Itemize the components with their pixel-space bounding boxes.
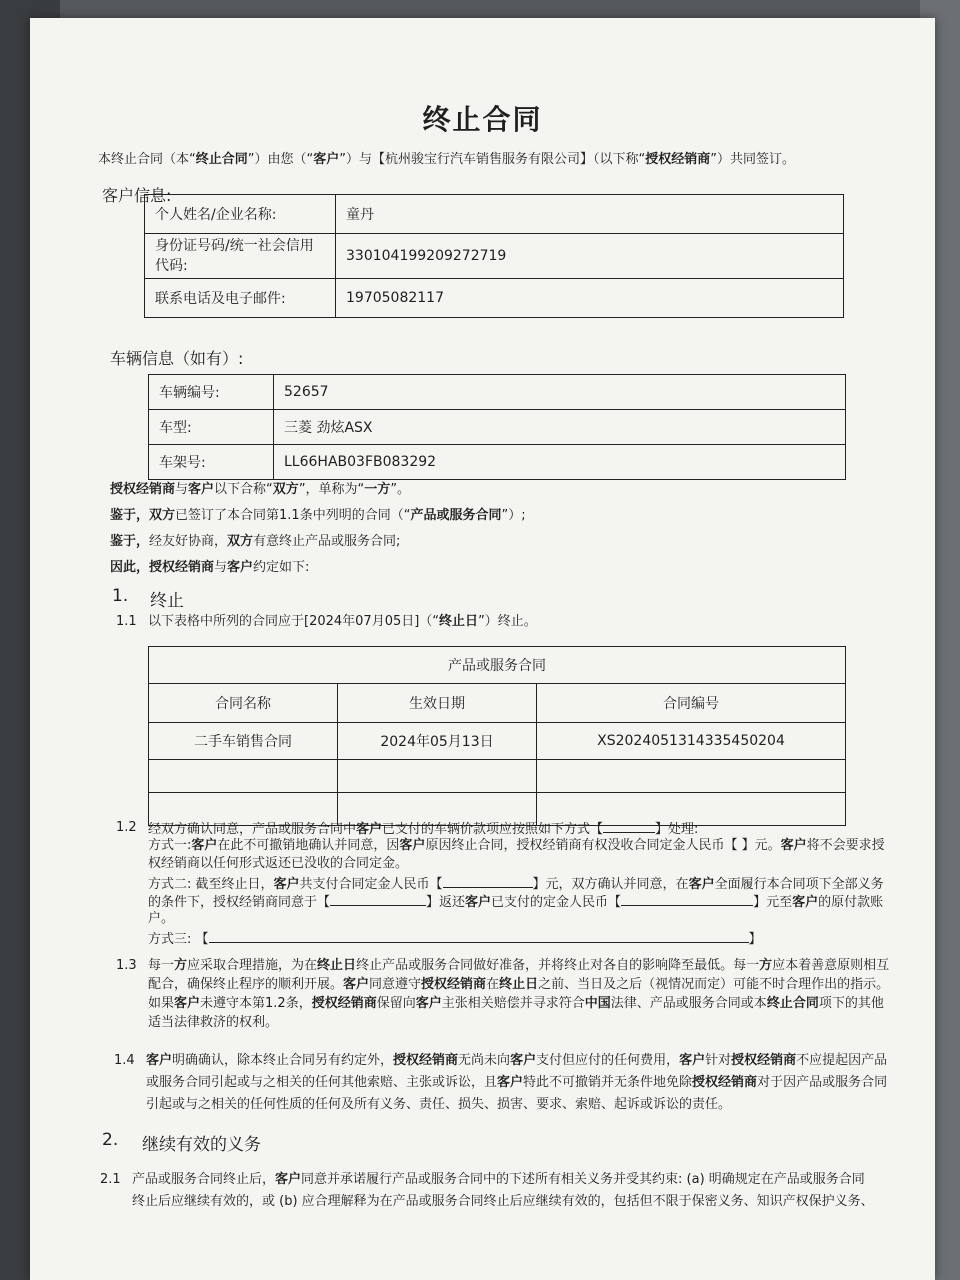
- clause-1-4-line-1: 客户明确确认，除本终止合同另有约定外，授权经销商无尚未向客户支付但应付的任何费用，客户针对授权经销商不应提起因产品: [146, 1053, 888, 1068]
- vehicle-table: [148, 374, 846, 480]
- clause-2-1-line-2: 终止后应继续有效的，或 (b) 应合理解释为在产品或服务合同终止后应继续有效的，包括但不限于保密义务、知识产权保护义务、: [132, 1194, 874, 1209]
- clause-1-3-number: 1.3: [116, 958, 137, 973]
- vehicle-heading: 车辆信息（如有）:: [110, 349, 244, 368]
- header-contract-name: 合同名称: [149, 684, 338, 723]
- refund-amount-blank: [621, 891, 753, 906]
- product-contract-table: [148, 646, 846, 826]
- vehicle-no-label: 车辆编号:: [149, 375, 274, 410]
- clause-2-1-line-1: 产品或服务合同终止后，客户同意并承诺履行产品或服务合同中的下述所有相关义务并受其约束: (a) 明确规定在产品或服务合同: [132, 1172, 865, 1187]
- method-2-line-2: 的条件下，授权经销商同意于【 】返还客户已支付的定金人民币【 】元至客户的原付款账: [148, 891, 883, 913]
- refund-date-blank: [330, 891, 426, 906]
- clause-1-1-number: 1.1: [116, 614, 137, 629]
- table-row: [145, 234, 844, 279]
- section-1-number: 1.: [112, 586, 129, 606]
- table-row: [149, 760, 846, 793]
- table-row: [145, 195, 844, 234]
- clause-1-4-number: 1.4: [114, 1053, 135, 1068]
- vehicle-no-value: 52657: [274, 375, 846, 410]
- table-caption: 产品或服务合同: [149, 647, 846, 684]
- clause-1-3-line-3: 如果客户未遵守本第1.2条，授权经销商保留向客户主张相关赔偿并寻求符合中国法律、产品或服务合同或本终止合同项下的其他: [148, 996, 884, 1011]
- contact-label: 联系电话及电子邮件:: [145, 279, 336, 318]
- clause-1-3-line-4: 适当法律救济的权利。: [148, 1015, 279, 1030]
- section-1-title: 终止: [150, 591, 184, 611]
- table-row: [149, 445, 846, 480]
- contract-number: XS2024051314335450204: [537, 723, 846, 760]
- document-title: 终止合同: [422, 103, 543, 136]
- id-value: 330104199209272719: [336, 234, 844, 279]
- clause-1-4-line-2: 或服务合同引起或与之相关的任何其他索赔、主张或诉讼，且客户特此不可撤销并无条件地免除授权经销商对于因产品或服务合同: [146, 1075, 888, 1090]
- contract-name: 二手车销售合同: [149, 723, 338, 760]
- table-row: [149, 375, 846, 410]
- id-label: 身份证号码/统一社会信用代码:: [145, 234, 336, 279]
- clause-1-3-line-1: 每一方应采取合理措施，为在终止日终止产品或服务合同做好准备，并将终止对各自的影响降至最低。每一方应本着善意原则相互: [148, 958, 890, 973]
- table-row: [145, 279, 844, 318]
- recital-2: 鉴于，双方已签订了本合同第1.1条中列明的合同（“产品或服务合同”）;: [110, 508, 526, 523]
- method-3-blank: [209, 928, 749, 943]
- deposit-amount-blank: [443, 873, 533, 888]
- document-page: [30, 18, 935, 1280]
- method-2-line-1: 方式二: 截至终止日，客户共支付合同定金人民币【 】元，双方确认并同意，在客户全面履行本合同项下全部义务: [148, 873, 884, 895]
- clause-2-1-number: 2.1: [100, 1172, 121, 1187]
- section-2-number: 2.: [102, 1130, 119, 1150]
- table-row: [149, 684, 846, 723]
- customer-table: [144, 194, 844, 318]
- table-row: [149, 723, 846, 760]
- header-contract-number: 合同编号: [537, 684, 846, 723]
- name-label: 个人姓名/企业名称:: [145, 195, 336, 234]
- vehicle-vin-value: LL66HAB03FB083292: [274, 445, 846, 480]
- method-blank: [603, 818, 655, 833]
- clause-1-2-number: 1.2: [116, 820, 137, 835]
- section-2-title: 继续有效的义务: [142, 1135, 261, 1155]
- name-value: 童丹: [336, 195, 844, 234]
- vehicle-model-label: 车型:: [149, 410, 274, 445]
- table-row: [149, 647, 846, 684]
- contact-value: 19705082117: [336, 279, 844, 318]
- empty-cell: [537, 760, 846, 793]
- method-3-line: 方式三: 【 】: [148, 928, 762, 950]
- empty-cell: [149, 760, 338, 793]
- empty-cell: [338, 760, 537, 793]
- header-effective-date: 生效日期: [338, 684, 537, 723]
- recital-4: 因此，授权经销商与客户约定如下:: [110, 560, 310, 575]
- vehicle-vin-label: 车架号:: [149, 445, 274, 480]
- vehicle-model-value: 三菱 劲炫ASX: [274, 410, 846, 445]
- intro-paragraph: 本终止合同（本“终止合同”）由您（“客户”）与【杭州骏宝行汽车销售服务有限公司】（以下称“授权经销商”）共同签订。: [98, 152, 796, 167]
- customer-heading: 客户信息:: [102, 186, 172, 205]
- clause-1-1: 以下表格中所列的合同应于[2024年07月05日]（“终止日”）终止。: [148, 614, 537, 629]
- method-1-line-1: 方式一:客户在此不可撤销地确认并同意，因客户原因终止合同，授权经销商有权没收合同定金人民币【 】元。客户将不会要求授: [148, 838, 885, 853]
- clause-1-4-line-3: 引起或与之相关的任何性质的任何及所有义务、责任、损失、损害、要求、索赔、起诉或诉讼的责任。: [146, 1097, 732, 1112]
- method-1-line-2: 权经销商以任何形式返还已没收的合同定金。: [148, 856, 409, 871]
- clause-1-3-line-2: 配合，确保终止程序的顺利开展。客户同意遵守授权经销商在终止日之前、当日及之后（视情况而定）可能不时合理作出的指示。: [148, 977, 890, 992]
- clause-1-2-intro: 经双方确认同意，产品或服务合同中客户已支付的车辆价款项应按照如下方式【 】处理:: [148, 818, 698, 840]
- recital-3: 鉴于，经友好协商，双方有意终止产品或服务合同;: [110, 534, 401, 549]
- method-2-line-3: 户。: [148, 911, 175, 926]
- effective-date: 2024年05月13日: [338, 723, 537, 760]
- table-row: [149, 410, 846, 445]
- recital-1: 授权经销商与客户以下合称“双方”，单称为“一方”。: [110, 482, 411, 497]
